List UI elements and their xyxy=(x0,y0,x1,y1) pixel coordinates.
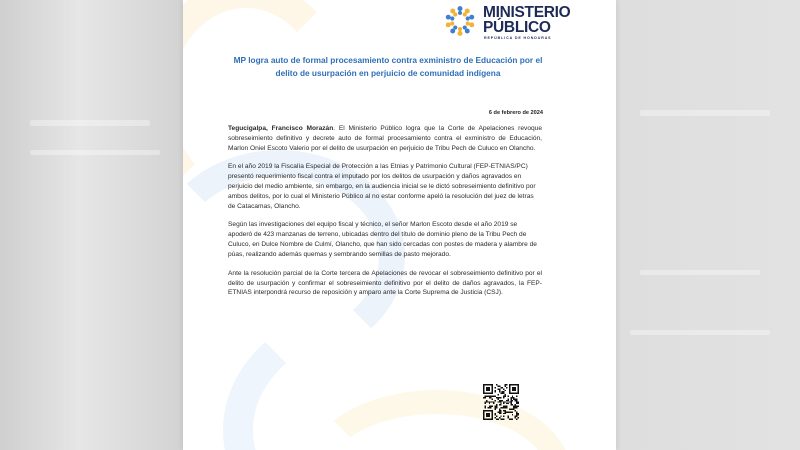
press-headline: MP logra auto de formal procesamiento contra exministro de Educación por el delito de usurpación en perjuicio de comunidad indígena xyxy=(233,55,543,78)
paragraph-2 xyxy=(228,162,542,212)
paragraph-1 xyxy=(228,124,542,154)
dateline: Tegucigalpa, Francisco Morazán xyxy=(228,125,334,132)
press-release-page xyxy=(183,0,616,450)
paragraph-4 xyxy=(228,269,542,299)
logo-subtitle: REPÚBLICA DE HONDURAS xyxy=(484,36,552,40)
logo-title-line2: PÚBLICO xyxy=(483,19,551,36)
logo-emblem-icon xyxy=(441,2,479,40)
paragraph-text: Ante la resolución parcial de la Corte tercera de Apelaciones de revocar el sobreseimiento definitivo por el delito de usurpación y confirmar el sobreseimiento definitivo por el delito de daños agravados, la FEP-ETNIAS interpondrá recurso de reposición y amparo ante la Corte Suprema de Justicia (CSJ). xyxy=(228,269,542,297)
qr-code-icon xyxy=(483,384,519,420)
watermark-arc xyxy=(223,300,543,450)
paragraph-3 xyxy=(228,220,542,260)
paragraph-text: Según las investigaciones del equipo fiscal y técnico, el señor Marlon Escoto desde el año 2019 se apoderó de 423 manzanas de terreno, ubicadas dentro del título de dominio pleno de la Tribu Pech de Culuco, en Dulce Nombre de Culmí, Olancho, que han sido cercadas con postes de madera y alambre de púas, realizando además quemas y sembrando semillas de pasto mejorado. xyxy=(228,221,537,259)
watermark-arc xyxy=(303,390,571,450)
press-date: 6 de febrero de 2024 xyxy=(488,110,543,116)
press-body xyxy=(228,124,542,307)
paragraph-text: . El Ministerio Público logra que la Corte de Apelaciones revoque sobreseimiento definitivo y decrete auto de formal procesamiento contra el exministro de Educación, Marlon Oniel Escoto Valerio por el delito de usurpación en perjuicio de Tribu Pech de Culuco en Olancho. xyxy=(228,125,543,152)
paragraph-text: En el año 2019 la Fiscalía Especial de Protección a las Etnias y Patrimonio Cultural (FEP-ETNIAS/PC) presentó requerimiento fiscal contra el imputado por los delitos de usurpación y daños agravados en perjuicio del medio ambiente, sin embargo, en la audiencia inicial se le dictó sobreseimiento definitivo por ambos delitos, por lo cual el Ministerio Público al no estar conforme apeló la resolución del juez de letras de Catacamas, Olancho. xyxy=(228,163,536,210)
ministerio-publico-logo xyxy=(441,2,611,42)
logo-title-line1: MINISTERIO xyxy=(483,4,571,21)
